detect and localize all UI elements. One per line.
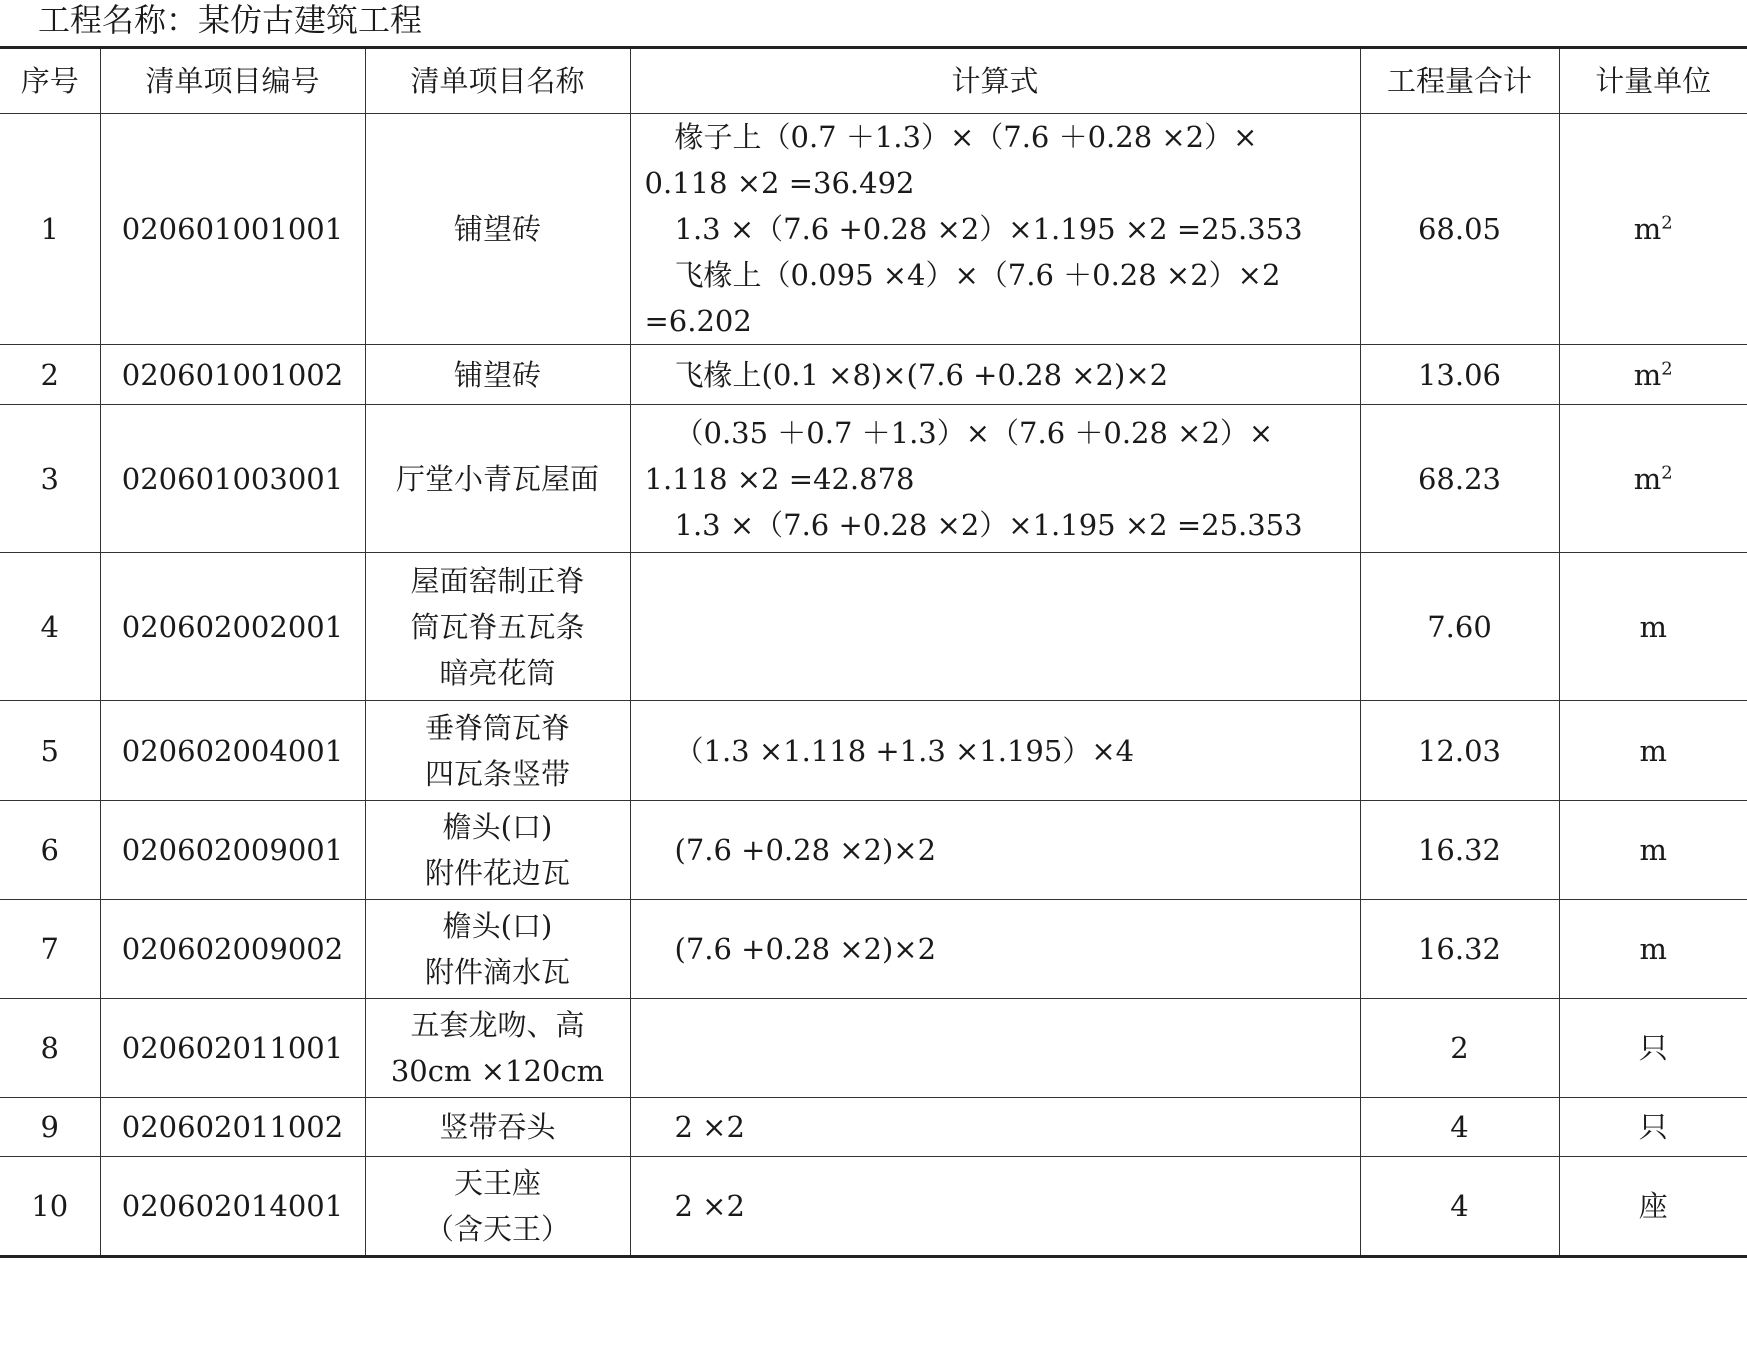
unit-text: 座 xyxy=(1638,1189,1668,1223)
table-row xyxy=(0,801,1747,900)
header-total: 工程量合计 xyxy=(1360,48,1559,114)
row-no: 1 xyxy=(0,114,100,345)
row-total: 13.06 xyxy=(1360,345,1559,405)
unit-text: m xyxy=(1633,357,1662,392)
row-formula xyxy=(630,345,1360,405)
unit-text: m xyxy=(1639,833,1667,867)
row-code: 020602011001 xyxy=(100,999,365,1098)
row-no: 10 xyxy=(0,1157,100,1257)
quantity-table xyxy=(0,46,1747,1258)
row-total: 12.03 xyxy=(1360,701,1559,801)
row-total: 68.05 xyxy=(1360,114,1559,345)
row-total: 16.32 xyxy=(1360,801,1559,900)
table-row xyxy=(0,405,1747,553)
unit-superscript: 2 xyxy=(1661,461,1673,483)
row-total: 16.32 xyxy=(1360,900,1559,999)
row-name xyxy=(365,345,630,405)
row-name-line: 厅堂小青瓦屋面 xyxy=(395,461,599,496)
table-row xyxy=(0,701,1747,801)
row-no: 9 xyxy=(0,1098,100,1157)
row-formula xyxy=(630,1157,1360,1257)
row-name-line: 五套龙吻、高 xyxy=(410,1008,585,1042)
table-header-row xyxy=(0,48,1747,114)
row-code: 020602009002 xyxy=(100,900,365,999)
row-code: 020601001002 xyxy=(100,345,365,405)
row-name xyxy=(365,999,630,1098)
row-formula xyxy=(630,999,1360,1098)
row-no: 8 xyxy=(0,999,100,1098)
formula-line: （0.35 ＋0.7 ＋1.3）×（7.6 ＋0.28 ×2）× xyxy=(674,415,1274,450)
row-formula xyxy=(630,405,1360,553)
row-unit xyxy=(1559,345,1747,405)
table-row xyxy=(0,900,1747,999)
row-formula xyxy=(630,114,1360,345)
formula-line: (7.6 +0.28 ×2)×2 xyxy=(674,932,937,966)
formula-line: 0.118 ×2 =36.492 xyxy=(644,166,915,200)
header-no: 序号 xyxy=(0,48,100,114)
row-name xyxy=(365,1157,630,1257)
row-formula xyxy=(630,1098,1360,1157)
unit-text: 只 xyxy=(1638,1110,1668,1144)
unit-text: m xyxy=(1639,609,1667,644)
row-name-line: 檐头(口) xyxy=(442,810,553,844)
unit-superscript: 2 xyxy=(1661,357,1673,379)
formula-line: 飞椽上(0.1 ×8)×(7.6 +0.28 ×2)×2 xyxy=(674,357,1169,392)
row-name-line: 垂脊筒瓦脊 xyxy=(424,710,570,745)
row-name-line: 竖带吞头 xyxy=(439,1110,556,1144)
row-unit xyxy=(1559,701,1747,801)
row-no: 4 xyxy=(0,553,100,701)
table-row xyxy=(0,999,1747,1098)
unit-text: m xyxy=(1639,733,1667,768)
formula-line: 椽子上（0.7 ＋1.3）×（7.6 ＋0.28 ×2）× xyxy=(674,120,1258,154)
header-code: 清单项目编号 xyxy=(100,48,365,114)
row-name-line: 附件花边瓦 xyxy=(424,856,570,890)
formula-line: (7.6 +0.28 ×2)×2 xyxy=(674,833,937,867)
table-row xyxy=(0,553,1747,701)
unit-text: 只 xyxy=(1638,1031,1668,1065)
unit-text: m xyxy=(1639,932,1667,966)
row-name-line: 四瓦条竖带 xyxy=(424,756,570,791)
row-name-line: 附件滴水瓦 xyxy=(424,955,570,989)
row-formula xyxy=(630,701,1360,801)
row-code: 020601001001 xyxy=(100,114,365,345)
row-name-line: 铺望砖 xyxy=(453,212,541,246)
row-unit xyxy=(1559,801,1747,900)
row-name xyxy=(365,701,630,801)
formula-line: 1.118 ×2 =42.878 xyxy=(644,461,915,496)
unit-text: m xyxy=(1633,212,1662,246)
row-no: 7 xyxy=(0,900,100,999)
formula-line: =6.202 xyxy=(644,304,752,338)
row-name xyxy=(365,114,630,345)
row-unit xyxy=(1559,405,1747,553)
row-name xyxy=(365,553,630,701)
row-code: 020602011002 xyxy=(100,1098,365,1157)
table-row xyxy=(0,114,1747,345)
row-name-line: 铺望砖 xyxy=(453,357,541,392)
table-row xyxy=(0,1157,1747,1257)
row-name-line: 30cm ×120cm xyxy=(390,1054,605,1088)
table-row xyxy=(0,1098,1747,1157)
row-unit xyxy=(1559,900,1747,999)
row-code: 020602002001 xyxy=(100,553,365,701)
row-no: 2 xyxy=(0,345,100,405)
row-unit xyxy=(1559,999,1747,1098)
row-total: 7.60 xyxy=(1360,553,1559,701)
unit-superscript: 2 xyxy=(1661,212,1673,234)
table-row xyxy=(0,345,1747,405)
row-formula xyxy=(630,900,1360,999)
project-title: 工程名称：某仿古建筑工程 xyxy=(38,1,423,39)
row-name-line: 暗亮花筒 xyxy=(439,655,556,690)
row-name-line: 筒瓦脊五瓦条 xyxy=(410,609,585,644)
header-unit: 计量单位 xyxy=(1559,48,1747,114)
row-name-line: 天王座 xyxy=(453,1166,541,1200)
row-formula xyxy=(630,553,1360,701)
formula-line: 1.3 ×（7.6 +0.28 ×2）×1.195 ×2 =25.353 xyxy=(674,507,1303,542)
row-name xyxy=(365,1098,630,1157)
formula-line: （1.3 ×1.118 +1.3 ×1.195）×4 xyxy=(674,733,1135,768)
row-total: 4 xyxy=(1360,1157,1559,1257)
formula-line: 1.3 ×（7.6 +0.28 ×2）×1.195 ×2 =25.353 xyxy=(674,212,1303,246)
row-total: 4 xyxy=(1360,1098,1559,1157)
row-no: 5 xyxy=(0,701,100,801)
row-no: 6 xyxy=(0,801,100,900)
row-name xyxy=(365,801,630,900)
row-code: 020602014001 xyxy=(100,1157,365,1257)
row-total: 2 xyxy=(1360,999,1559,1098)
formula-line: 飞椽上（0.095 ×4）×（7.6 ＋0.28 ×2）×2 xyxy=(674,258,1281,292)
row-unit xyxy=(1559,114,1747,345)
row-unit xyxy=(1559,553,1747,701)
row-no: 3 xyxy=(0,405,100,553)
header-formula: 计算式 xyxy=(630,48,1360,114)
row-unit xyxy=(1559,1157,1747,1257)
formula-line: 2 ×2 xyxy=(674,1110,745,1144)
row-code: 020602004001 xyxy=(100,701,365,801)
row-name-line: 檐头(口) xyxy=(442,909,553,943)
header-name: 清单项目名称 xyxy=(365,48,630,114)
row-unit xyxy=(1559,1098,1747,1157)
row-formula xyxy=(630,801,1360,900)
row-name-line: （含天王） xyxy=(424,1212,570,1246)
row-name xyxy=(365,900,630,999)
row-code: 020601003001 xyxy=(100,405,365,553)
row-name-line: 屋面窑制正脊 xyxy=(410,563,585,598)
row-total: 68.23 xyxy=(1360,405,1559,553)
unit-text: m xyxy=(1633,461,1662,496)
row-code: 020602009001 xyxy=(100,801,365,900)
formula-line: 2 ×2 xyxy=(674,1189,745,1223)
row-name xyxy=(365,405,630,553)
